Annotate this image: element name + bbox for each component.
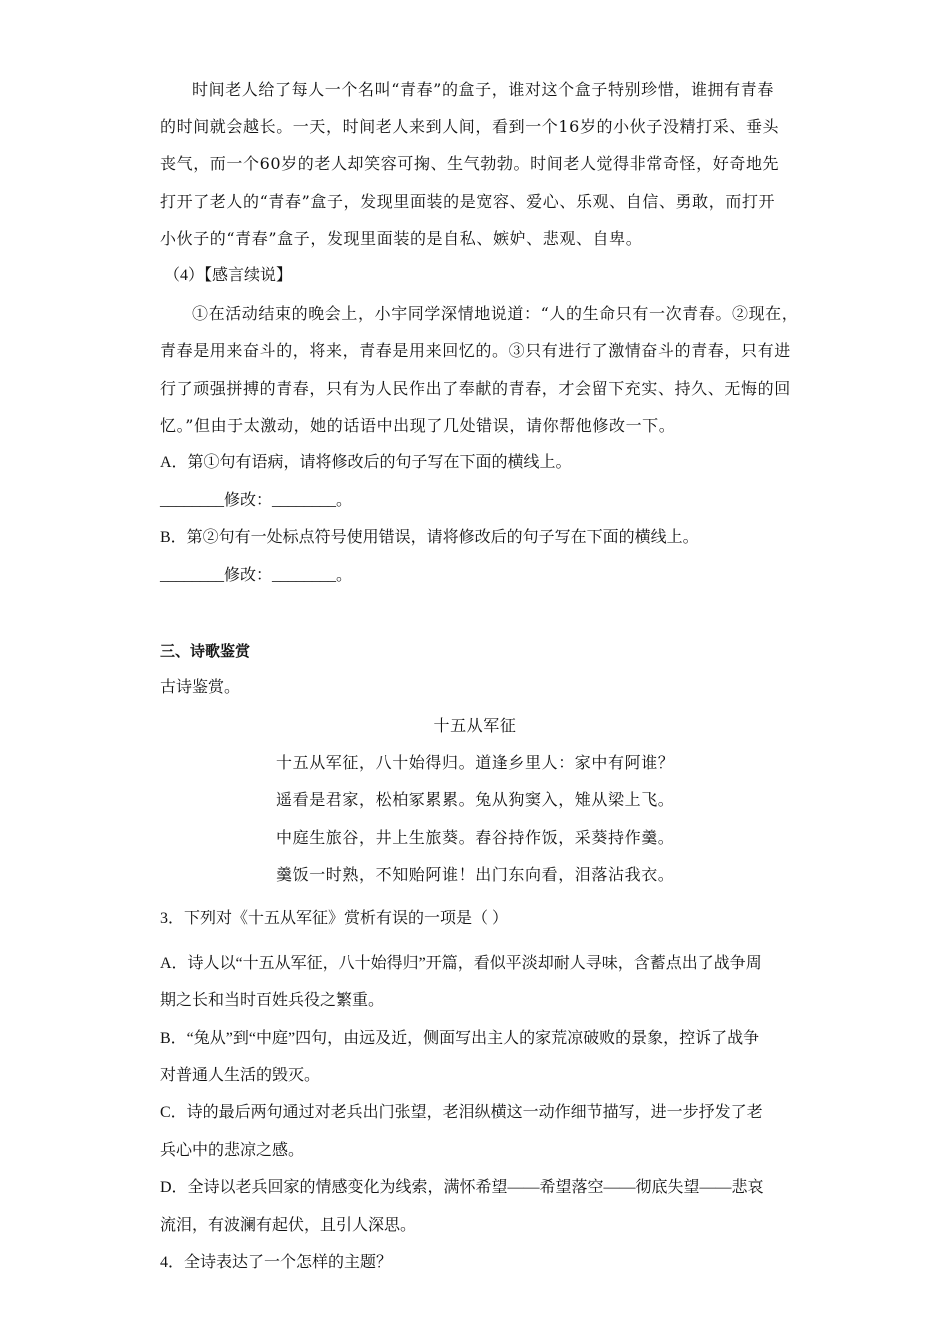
q3-option-a-line-1: A．诗人以“十五从军征，八十始得归”开篇，看似平淡却耐人寻味，含蓄点出了战争周 (160, 955, 762, 972)
poem-line-1: 十五从军征，八十始得归。道逢乡里人：家中有阿谁？ (276, 753, 675, 772)
q3-option-c-line-2: 兵心中的悲凉之感。 (160, 1142, 305, 1159)
q4-poem-stem: 4．全诗表达了一个怎样的主题？ (160, 1254, 393, 1271)
q3-option-a-line-2: 期之长和当时百姓兵役之繁重。 (160, 992, 385, 1009)
q3-option-b-line-1: B．“兔从”到“中庭”四句，由远及近，侧面写出主人的家荒凉破败的景象，控诉了战争 (160, 1030, 760, 1047)
q3-option-d-line-1: D．全诗以老兵回家的情感变化为线索，满怀希望——希望落空——彻底失望——悲哀 (160, 1179, 764, 1196)
q3-stem: 3．下列对《十五从军征》赏析有误的一项是（ ） (160, 910, 509, 927)
q4-line-1: ①在活动结束的晚会上，小宇同学深情地说道：“人的生命只有一次青春。②现在， (192, 304, 799, 323)
passage-line-3: 丧气，而一个60岁的老人却笑容可掬、生气勃勃。时间老人觉得非常奇怪，好奇地先 (160, 154, 780, 173)
q3-option-c-line-1: C．诗的最后两句通过对老兵出门张望，老泪纵横这一动作细节描写，进一步抒发了老 (160, 1104, 763, 1121)
q4-heading: （4）【感言续说】 (164, 267, 293, 284)
passage-line-4: 打开了老人的“青春”盒子，发现里面装的是宽容、爱心、乐观、自信、勇敢，而打开 (160, 192, 776, 211)
q4-line-4: 忆。”但由于太激动，她的话语中出现了几处错误，请你帮他修改一下。 (160, 416, 676, 435)
q4-line-3: 行了顽强拼搏的青春，只有为人民作出了奉献的青春，才会留下充实、持久、无悔的回 (160, 379, 791, 398)
q4-line-2: 青春是用来奋斗的，将来，青春是用来回忆的。③只有进行了激情奋斗的青春，只有进 (160, 341, 791, 360)
poem-line-3: 中庭生旅谷，井上生旅葵。舂谷持作饭，采葵持作羹。 (276, 828, 675, 847)
poem-line-2: 遥看是君家，松柏冢累累。兔从狗窦入，雉从梁上飞。 (276, 790, 675, 809)
q4-a-prompt: A．第①句有语病，请将修改后的句子写在下面的横线上。 (160, 454, 572, 471)
passage-line-5: 小伙子的“青春”盒子，发现里面装的是自私、嫉妒、悲观、自卑。 (160, 229, 643, 248)
section-intro: 古诗鉴赏。 (160, 679, 241, 696)
poem-title: 十五从军征 (433, 716, 517, 735)
passage-line-1: 时间老人给了每人一个名叫“青春”的盒子，谁对这个盒子特别珍惜，谁拥有青春 (192, 80, 774, 99)
section-title: 三、诗歌鉴赏 (160, 642, 251, 660)
q4-b-prompt: B．第②句有一处标点符号使用错误，请将修改后的句子写在下面的横线上。 (160, 529, 699, 546)
q3-option-b-line-2: 对普通人生活的毁灭。 (160, 1067, 321, 1084)
q3-option-d-line-2: 流泪，有波澜有起伏，且引人深思。 (160, 1217, 417, 1234)
q4-b-answer-blank: ________修改：________。 (160, 567, 353, 584)
passage-line-2: 的时间就会越长。一天，时间老人来到人间，看到一个16岁的小伙子没精打采、垂头 (160, 117, 780, 136)
poem-line-4: 羹饭一时熟，不知贻阿谁！出门东向看，泪落沾我衣。 (276, 865, 675, 884)
q4-a-answer-blank: ________修改：________。 (160, 492, 353, 509)
